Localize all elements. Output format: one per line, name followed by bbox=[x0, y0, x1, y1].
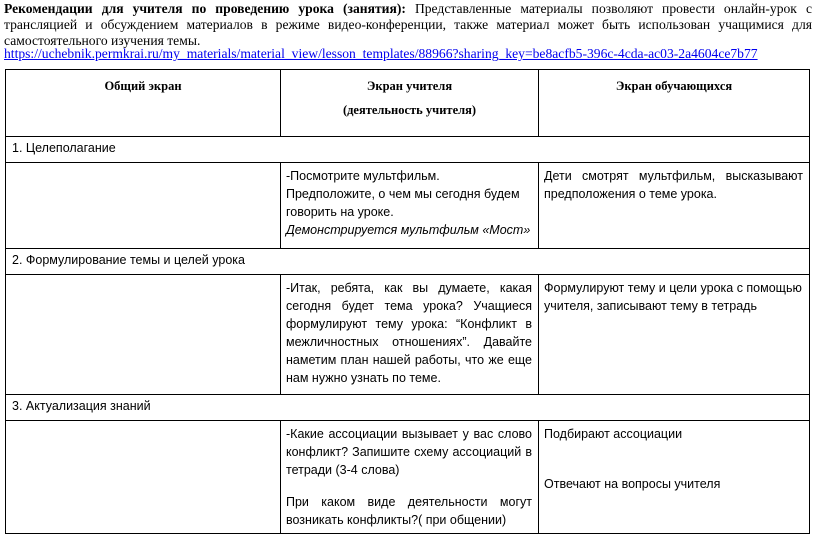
intro-paragraph bbox=[4, 1, 812, 49]
common-cell bbox=[6, 421, 281, 534]
table-row bbox=[6, 421, 810, 534]
header-common-screen: Общий экран bbox=[6, 70, 281, 137]
section-title: 1. Целеполагание bbox=[6, 137, 810, 163]
section-title: 2. Формулирование темы и целей урока bbox=[6, 249, 810, 275]
teacher-cell bbox=[281, 421, 539, 534]
table-row bbox=[6, 275, 810, 395]
header-students-screen: Экран обучающихся bbox=[539, 70, 810, 137]
section-row bbox=[6, 395, 810, 421]
students-text: Подбирают ассоциации bbox=[544, 427, 683, 441]
table-row bbox=[6, 163, 810, 249]
teacher-text: -Какие ассоциации вызывает у вас слово конфликт? Запишите схему ассоциаций в тетради (3-4 слова) bbox=[286, 427, 532, 477]
teacher-text: -Посмотрите мультфильм. Предположите, о чем мы сегодня будем говорить на уроке. bbox=[286, 169, 520, 219]
section-title: 3. Актуализация знаний bbox=[6, 395, 810, 421]
intro-text: Представленные материалы позволяют провести онлайн-урок с трансляцией и обсуждением материалов в режиме видео-конференции, также материал может быть использован учащимися для самостоятельного изучения темы. bbox=[4, 1, 812, 48]
material-link[interactable]: https://uchebnik.permkrai.ru/my_materials/material_view/lesson_templates/88966?sharing_key=be8acfb5-396c-4cda-ac03-2a4604ce7b77 bbox=[4, 46, 758, 61]
common-cell bbox=[6, 163, 281, 249]
students-cell bbox=[539, 421, 810, 534]
teacher-cell bbox=[281, 163, 539, 249]
header-teacher-screen: Экран учителя (деятельность учителя) bbox=[281, 70, 539, 137]
students-cell bbox=[539, 275, 810, 395]
students-cell bbox=[539, 163, 810, 249]
lesson-table bbox=[5, 69, 810, 534]
teacher-text: При каком виде деятельности могут возникать конфликты?( при общении) bbox=[286, 495, 532, 527]
header-teacher-sub: (деятельность учителя) bbox=[342, 103, 477, 117]
students-text: Дети смотрят мультфильм, высказывают предположения о теме урока. bbox=[544, 169, 803, 201]
section-row bbox=[6, 249, 810, 275]
teacher-text: -Итак, ребята, как вы думаете, какая сегодня будет тема урока? Учащиеся формулируют тему урока: “Конфликт в межличностных отношениях”. Давайте наметим план нашей работы, что же еще нам нужно узнать по теме. bbox=[286, 281, 532, 385]
students-text: Отвечают на вопросы учителя bbox=[544, 477, 721, 491]
teacher-cell bbox=[281, 275, 539, 395]
common-cell bbox=[6, 275, 281, 395]
intro-bold-label: Рекомендации для учителя по проведению урока (занятия): bbox=[4, 1, 406, 16]
teacher-italic-note: Демонстрируется мультфильм «Мост» bbox=[286, 223, 531, 237]
students-text: Формулируют тему и цели урока с помощью учителя, записывают тему в тетрадь bbox=[544, 281, 802, 313]
table-header-row bbox=[6, 70, 810, 137]
section-row bbox=[6, 137, 810, 163]
